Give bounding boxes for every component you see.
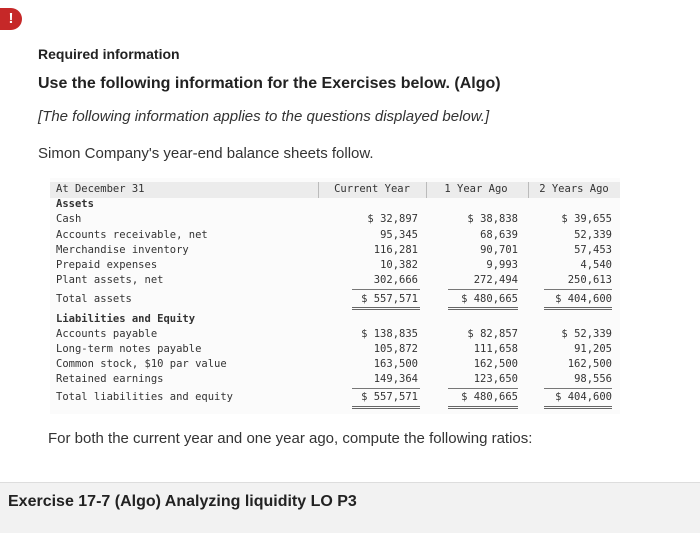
cell-value: 162,500 <box>473 358 518 370</box>
total-double-rule <box>544 307 612 310</box>
cell-value: $ 32,897 <box>367 213 418 225</box>
total-double-rule <box>448 406 518 409</box>
total-double-rule <box>544 406 612 409</box>
cell-value: 250,613 <box>567 274 612 286</box>
cell-value: 9,993 <box>486 259 518 271</box>
subtotal-rule <box>352 289 420 290</box>
applies-note: [The following information applies to the questions displayed below.] <box>38 108 490 125</box>
cell-value: 10,382 <box>380 259 418 271</box>
cell-value: $ 38,838 <box>467 213 518 225</box>
header-1-year-ago: 1 Year Ago <box>444 183 508 195</box>
cell-value: 162,500 <box>567 358 612 370</box>
subtotal-rule <box>544 388 612 389</box>
subtotal-rule <box>352 388 420 389</box>
assets-section-title: Assets <box>56 198 94 210</box>
cell-value: 95,345 <box>380 229 418 241</box>
cell-value: $ 480,665 <box>461 293 518 305</box>
cell-value: 57,453 <box>574 244 612 256</box>
total-liabilities-label: Total liabilities and equity <box>56 391 234 403</box>
header-corner: At December 31 <box>56 183 145 195</box>
row-label: Plant assets, net <box>56 274 164 286</box>
compute-instruction: For both the current year and one year ago, compute the following ratios: <box>48 430 533 447</box>
cell-value: 116,281 <box>373 244 418 256</box>
row-label: Common stock, $10 par value <box>56 358 227 370</box>
cell-value: $ 557,571 <box>361 391 418 403</box>
cell-value: 4,540 <box>580 259 612 271</box>
row-label: Merchandise inventory <box>56 244 189 256</box>
exercise-title: Exercise 17-7 (Algo) Analyzing liquidity LO P3 <box>8 493 357 510</box>
subtotal-rule <box>448 388 518 389</box>
required-info-heading: Required information <box>38 46 180 62</box>
total-double-rule <box>352 307 420 310</box>
row-label: Retained earnings <box>56 373 164 385</box>
row-label: Long-term notes payable <box>56 343 202 355</box>
cell-value: 123,650 <box>473 373 518 385</box>
row-label: Accounts receivable, net <box>56 229 208 241</box>
cell-value: $ 557,571 <box>361 293 418 305</box>
total-double-rule <box>352 406 420 409</box>
header-current-year: Current Year <box>334 183 410 195</box>
cell-value: $ 404,600 <box>555 293 612 305</box>
balance-sheet-table <box>50 178 620 414</box>
liabilities-section-title: Liabilities and Equity <box>56 313 196 325</box>
cell-value: 91,205 <box>574 343 612 355</box>
cell-value: $ 404,600 <box>555 391 612 403</box>
alert-icon: ! <box>0 8 22 30</box>
row-label: Prepaid expenses <box>56 259 158 271</box>
cell-value: $ 82,857 <box>467 328 518 340</box>
cell-value: $ 39,655 <box>561 213 612 225</box>
total-double-rule <box>448 307 518 310</box>
header-2-years-ago: 2 Years Ago <box>539 183 609 195</box>
cell-value: 90,701 <box>480 244 518 256</box>
cell-value: $ 480,665 <box>461 391 518 403</box>
cell-value: 111,658 <box>473 343 518 355</box>
cell-value: 302,666 <box>373 274 418 286</box>
intro-text: Simon Company's year-end balance sheets follow. <box>38 145 374 162</box>
cell-value: 149,364 <box>373 373 418 385</box>
cell-value: $ 138,835 <box>361 328 418 340</box>
instructions-heading: Use the following information for the Exercises below. (Algo) <box>38 75 501 92</box>
subtotal-rule <box>448 289 518 290</box>
total-assets-label: Total assets <box>56 293 132 305</box>
exercise-header-bar <box>0 482 700 533</box>
row-label: Cash <box>56 213 82 225</box>
cell-value: 105,872 <box>373 343 418 355</box>
cell-value: 163,500 <box>373 358 418 370</box>
cell-value: 68,639 <box>480 229 518 241</box>
cell-value: 272,494 <box>473 274 518 286</box>
cell-value: 52,339 <box>574 229 612 241</box>
cell-value: $ 52,339 <box>561 328 612 340</box>
subtotal-rule <box>544 289 612 290</box>
cell-value: 98,556 <box>574 373 612 385</box>
row-label: Accounts payable <box>56 328 158 340</box>
